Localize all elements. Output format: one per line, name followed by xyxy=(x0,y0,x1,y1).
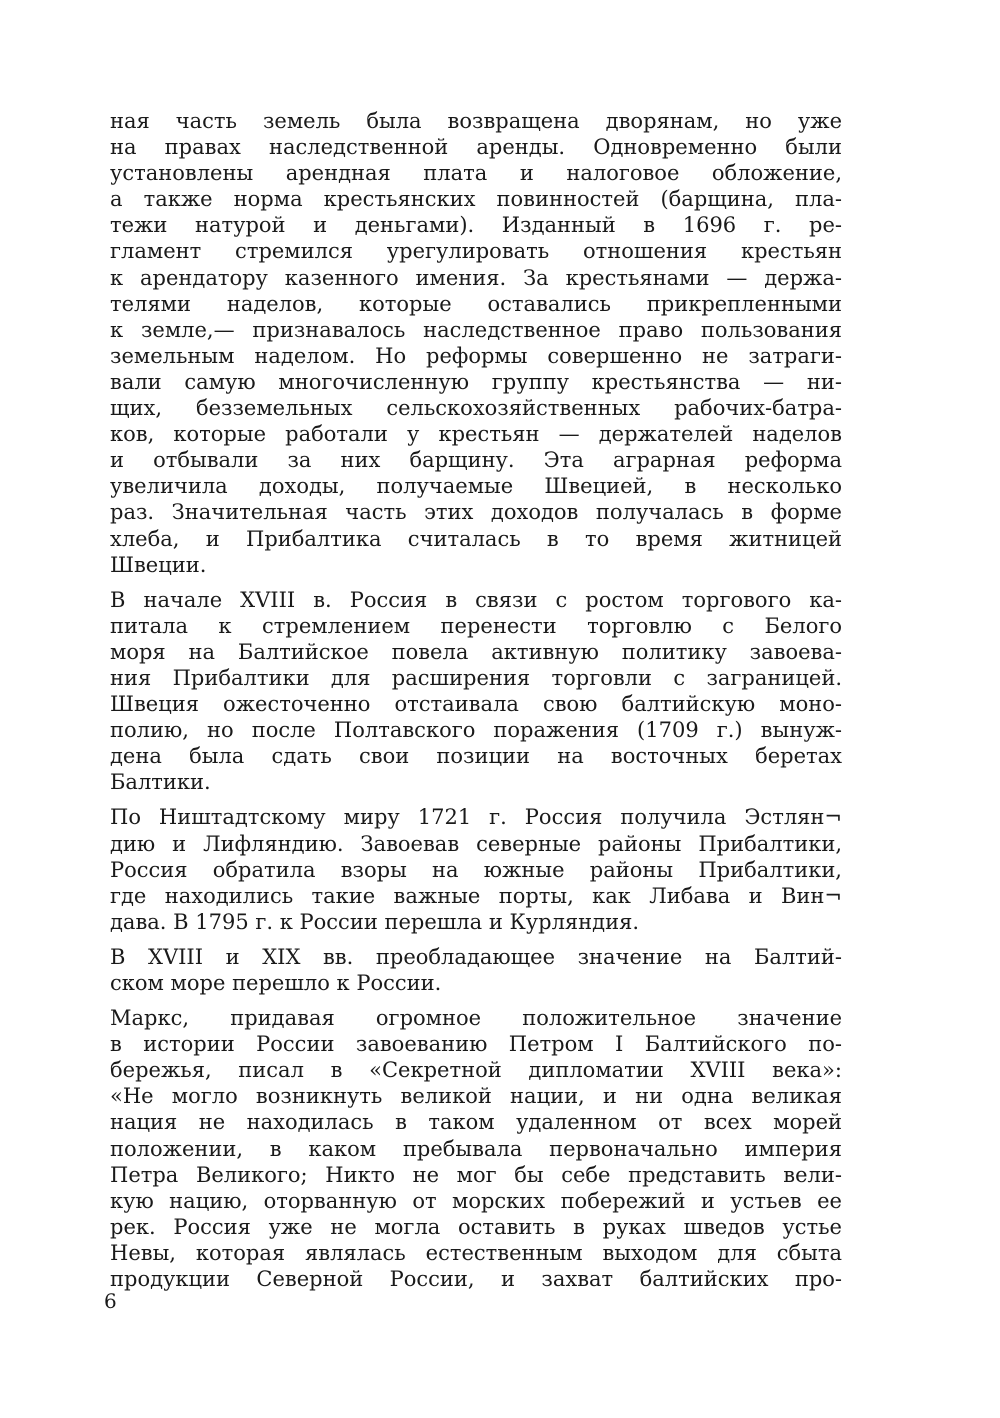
text-line: ния Прибалтики для расширения торговли с заграницей. xyxy=(110,665,842,690)
text-line: на правах наследственной аренды. Одновременно были xyxy=(110,135,842,160)
text-line: «Не могло возникнуть великой нации, и ни одна великая xyxy=(110,1084,842,1109)
text-line: к арендатору казенного имения. За крестьянами — держа- xyxy=(110,265,842,290)
text-line: и отбывали за них барщину. Эта аграрная реформа xyxy=(110,448,842,473)
text-line: в истории России завоеванию Петром I Балтийского по- xyxy=(110,1032,842,1057)
text-line: ная часть земель была возвращена дворянам, но уже xyxy=(110,109,842,133)
text-line: тежи натурой и деньгами). Изданный в 1696 г. ре- xyxy=(110,213,842,238)
text-line: бережья, писал в «Секретной дипломатии XVIII века»: xyxy=(110,1058,842,1083)
text-line: дава. В 1795 г. к России перешла и Курляндия. xyxy=(110,909,639,934)
text-line: нация не находилась в таком удаленном от всех морей xyxy=(110,1110,842,1135)
text-line: ков, которые работали у крестьян — держателей наделов xyxy=(110,422,842,447)
text-line: телями наделов, которые оставались прикрепленными xyxy=(110,291,842,316)
text-line: установлены арендная плата и налоговое обложение, xyxy=(110,161,842,186)
text-line: В начале XVIII в. Россия в связи с ростом торгового ка- xyxy=(110,587,842,612)
text-line: раз. Значительная часть этих доходов получалась в форме xyxy=(110,500,842,525)
text-line: хлеба, и Прибалтика считалась в то время житницей xyxy=(110,526,842,551)
text-line: полию, но после Полтавского поражения (1709 г.) вынуж- xyxy=(110,718,842,743)
text-line: дию и Лифляндию. Завоевав северные районы Прибалтики, xyxy=(110,831,842,856)
text-line: питала к стремлением перенести торговлю с Белого xyxy=(110,613,842,638)
text-line: к земле,— признавалось наследственное право пользования xyxy=(110,317,842,342)
text-line: увеличила доходы, получаемые Швецией, в несколько xyxy=(110,474,842,499)
text-line: положении, в каком пребывала первоначально империя xyxy=(110,1136,842,1161)
page-number: 6 xyxy=(104,1289,117,1313)
text-line: дена была сдать свои позиции на восточных беретах xyxy=(110,744,842,769)
text-line: моря на Балтийское повела активную политику завоева- xyxy=(110,639,842,664)
text-line: Невы, которая являлась естественным выходом для сбыта xyxy=(110,1240,842,1265)
text-line: Швеция ожесточенно отстаивала свою балтийскую моно- xyxy=(110,692,842,717)
text-line: щих, безземельных сельскохозяйственных рабочих-батра- xyxy=(110,396,842,421)
text-line: земельным наделом. Но реформы совершенно не затраги- xyxy=(110,343,842,368)
text-line: продукции Северной России, и захват балтийских про- xyxy=(110,1267,842,1292)
text-line: Балтики. xyxy=(110,770,211,795)
text-line: В XVIII и XIX вв. преобладающее значение на Балтий- xyxy=(110,944,842,969)
text-line: рек. Россия уже не могла оставить в руках шведов устье xyxy=(110,1214,842,1239)
page-body xyxy=(110,108,842,1292)
paragraph xyxy=(110,944,842,996)
paragraph xyxy=(110,108,842,578)
text-line: Швеции. xyxy=(110,552,207,577)
text-line: кую нацию, оторванную от морских побережий и устьев ее xyxy=(110,1188,842,1213)
text-line: Маркс, придавая огромное положительное значение xyxy=(110,1006,842,1031)
text-line: Петра Великого; Никто не мог бы себе представить вели- xyxy=(110,1162,842,1187)
text-line: гламент стремился урегулировать отношения крестьян xyxy=(110,239,842,264)
paragraph xyxy=(110,1005,842,1292)
text-line: По Ништадтскому миру 1721 г. Россия получила Эстлян¬ xyxy=(110,805,842,830)
text-line: где находились такие важные порты, как Либава и Вин¬ xyxy=(110,883,842,908)
text-line: а также норма крестьянских повинностей (барщина, пла- xyxy=(110,187,842,212)
text-line: вали самую многочисленную группу крестьянства — ни- xyxy=(110,369,842,394)
text-line: ском море перешло к России. xyxy=(110,971,442,995)
paragraph xyxy=(110,804,842,934)
text-line: Россия обратила взоры на южные районы Прибалтики, xyxy=(110,857,842,882)
paragraph xyxy=(110,587,842,796)
